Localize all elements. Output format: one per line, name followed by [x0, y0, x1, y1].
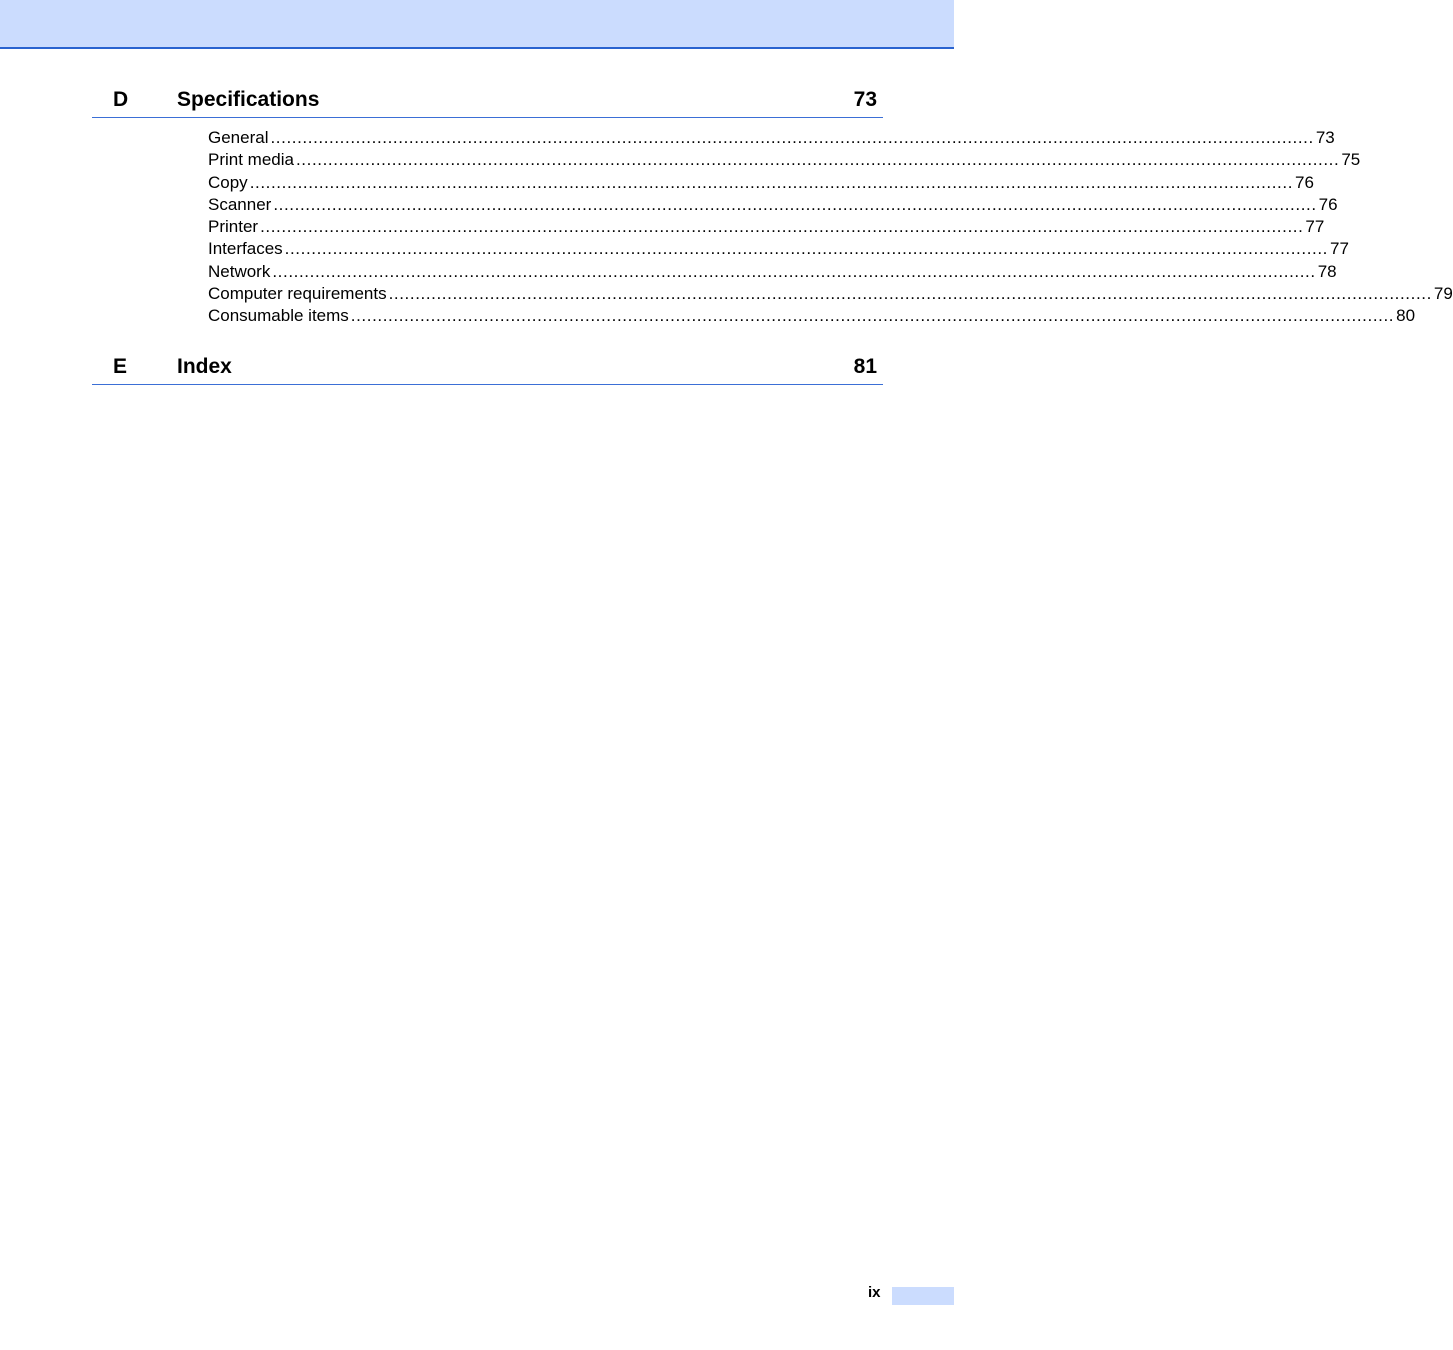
chapter-page-number: 73	[853, 88, 877, 111]
toc-entry-label: Computer requirements	[208, 284, 387, 304]
toc-entry-page: 76	[1295, 172, 1314, 192]
chapter-letter: E	[113, 355, 128, 378]
dot-leader: ....................................................................................................................................................................................................	[350, 306, 1395, 326]
toc-entry-page: 79	[1433, 284, 1453, 304]
dot-leader: ....................................................................................................................................................................................................	[249, 172, 1294, 192]
chapter-heading-e[interactable]	[92, 353, 883, 385]
toc-entry-page: 76	[1318, 194, 1338, 214]
dot-leader: ....................................................................................................................................................................................................	[260, 217, 1304, 237]
toc-entry-print-media[interactable]	[208, 149, 1361, 171]
toc-entry-label: Print media	[208, 150, 294, 170]
toc-entry-label: General	[208, 128, 269, 147]
toc-entry-copy[interactable]	[208, 172, 1314, 194]
dot-leader: ....................................................................................................................................................................................................	[272, 261, 1316, 281]
toc-entry-interfaces[interactable]	[208, 238, 1349, 260]
chapter-page-number: 81	[853, 355, 877, 378]
chapter-heading-d[interactable]	[92, 86, 883, 118]
dot-leader: ....................................................................................................................................................................................................	[270, 128, 1314, 147]
toc-entry-printer[interactable]	[208, 216, 1325, 238]
toc-entry-label: Scanner	[208, 194, 272, 214]
toc-entry-label: Printer	[208, 217, 259, 237]
header-band	[0, 0, 954, 49]
toc-entry-label: Interfaces	[208, 239, 283, 259]
toc-entry-consumable-items[interactable]	[208, 305, 1416, 327]
dot-leader: ....................................................................................................................................................................................................	[273, 194, 1317, 214]
toc-entry-page: 77	[1305, 217, 1325, 237]
dot-leader: ....................................................................................................................................................................................................	[388, 284, 1432, 304]
toc-entry-computer-requirements[interactable]	[208, 283, 1453, 305]
toc-entry-label: Network	[208, 261, 271, 281]
toc-entry-page: 75	[1341, 150, 1361, 170]
toc-entry-label: Consumable items	[208, 306, 349, 326]
toc-entry-scanner[interactable]	[208, 194, 1338, 216]
toc-entry-network[interactable]	[208, 261, 1337, 283]
chapter-title: Index	[177, 355, 232, 378]
toc-entry-page: 80	[1396, 306, 1416, 326]
footer-tab	[892, 1287, 954, 1305]
chapter-title: Specifications	[177, 88, 320, 111]
toc-entry-page: 77	[1330, 239, 1349, 259]
toc-entry-label: Copy	[208, 172, 248, 192]
toc-entry-page: 78	[1317, 261, 1337, 281]
dot-leader: ....................................................................................................................................................................................................	[295, 150, 1340, 170]
toc-entries-specifications	[208, 127, 1453, 328]
toc-entry-page: 73	[1315, 128, 1335, 147]
toc-entry-general[interactable]	[208, 127, 1335, 149]
footer-page-number: ix	[868, 1284, 881, 1301]
chapter-letter: D	[113, 88, 129, 111]
dot-leader: ....................................................................................................................................................................................................	[284, 239, 1328, 259]
